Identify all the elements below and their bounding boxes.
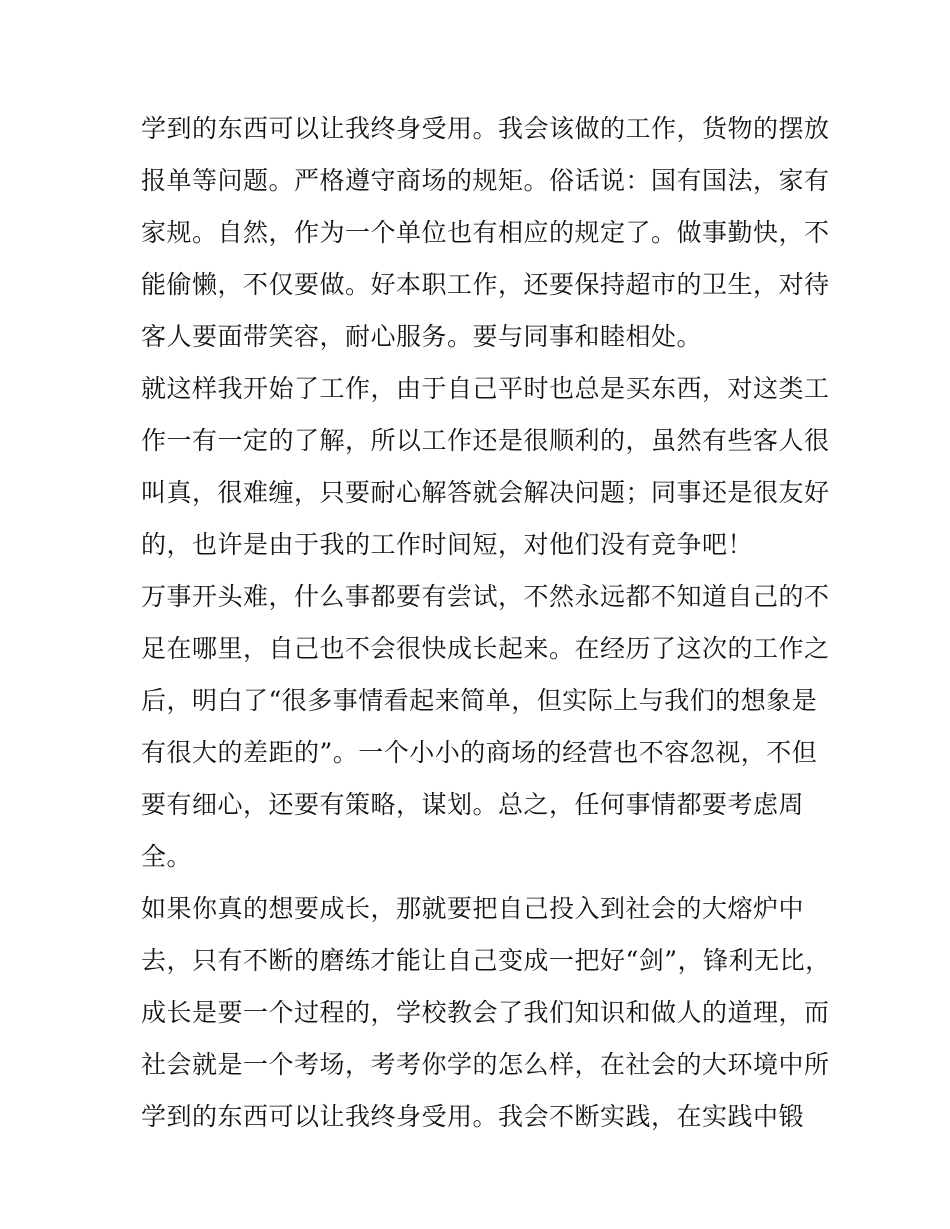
document-body [141, 103, 831, 1143]
text-line: 万事开头难，什么事都要有尝试，不然永远都不知道自己的不 [141, 582, 830, 611]
text-line: 学到的东西可以让我终身受用。我会该做的工作，货物的摆放 [141, 114, 830, 143]
text-line: 去，只有不断的磨练才能让自己变成一把好“剑”，锋利无比， [141, 946, 831, 975]
text-line: 学到的东西可以让我终身受用。我会不断实践，在实践中锻 [141, 1102, 805, 1131]
text-line: 要有细心，还要有策略，谋划。总之，任何事情都要考虑周 [141, 790, 805, 819]
text-line: 有很大的差距的”。一个小小的商场的经营也不容忽视，不但 [141, 738, 818, 767]
text-line: 的，也许是由于我的工作时间短，对他们没有竞争吧！ [141, 530, 754, 559]
text-line: 作一有一定的了解，所以工作还是很顺利的，虽然有些客人很 [141, 426, 830, 455]
text-line: 足在哪里，自己也不会很快成长起来。在经历了这次的工作之 [141, 634, 830, 663]
text-line: 全。 [141, 842, 193, 871]
text-line: 能偷懒，不仅要做。好本职工作，还要保持超市的卫生，对待 [141, 270, 830, 299]
text-line: 社会就是一个考场，考考你学的怎么样，在社会的大环境中所 [141, 1050, 830, 1079]
text-line: 成长是要一个过程的，学校教会了我们知识和做人的道理，而 [141, 998, 830, 1027]
text-line: 如果你真的想要成长，那就要把自己投入到社会的大熔炉中 [141, 894, 805, 923]
text-line: 后，明白了“很多事情看起来简单，但实际上与我们的想象是 [141, 686, 818, 715]
text-line: 家规。自然，作为一个单位也有相应的规定了。做事勤快，不 [141, 218, 830, 247]
text-line: 客人要面带笑容，耐心服务。要与同事和睦相处。 [141, 322, 703, 351]
text-line: 报单等问题。严格遵守商场的规矩。俗话说：国有国法，家有 [141, 166, 830, 195]
text-line: 就这样我开始了工作，由于自己平时也总是买东西，对这类工 [141, 374, 830, 403]
text-line: 叫真，很难缠，只要耐心解答就会解决问题；同事还是很友好 [141, 478, 830, 507]
